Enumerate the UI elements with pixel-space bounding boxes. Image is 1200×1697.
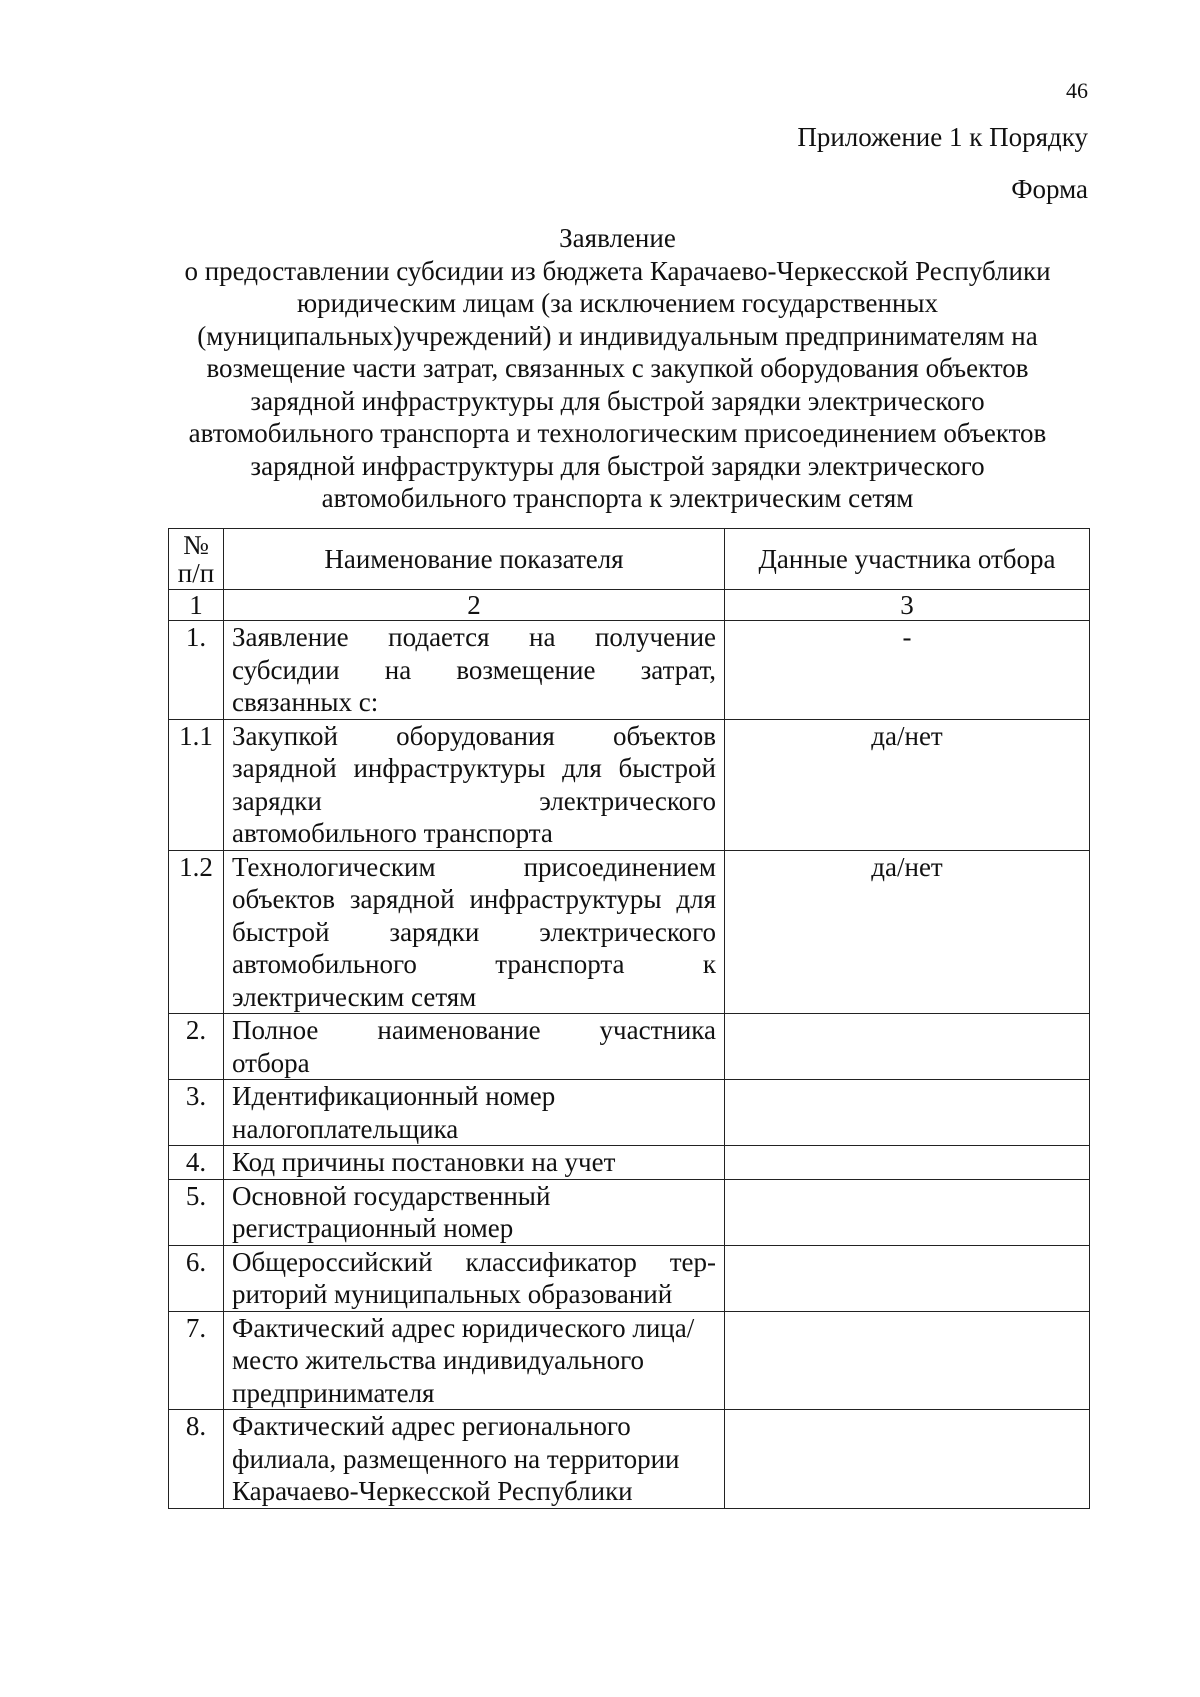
title-line: (муниципальных)учреждений) и индивидуальным предпринимателям на: [197, 320, 1038, 351]
participant-data-cell[interactable]: [725, 1014, 1090, 1080]
title-heading: Заявление: [559, 223, 676, 253]
indicator-text-line: зарядки электрического: [232, 785, 716, 816]
participant-data-cell[interactable]: да/нет: [725, 850, 1090, 1014]
indicator-text-line: электрическим сетям: [232, 981, 477, 1012]
table-row: [169, 719, 1090, 850]
title-line: возмещение части затрат, связанных с закупкой оборудования объектов: [206, 353, 1029, 383]
title-line: автомобильного транспорта к электрическим сетям: [321, 483, 914, 513]
appendix-label: Приложение 1 к Порядку: [797, 122, 1088, 152]
row-number-cell: 5.: [169, 1179, 224, 1245]
header-number-cell: [169, 529, 224, 590]
index-cell: 1: [169, 590, 224, 621]
participant-data-cell[interactable]: -: [725, 621, 1090, 720]
row-indicator-cell: [224, 850, 725, 1014]
row-number-cell: 3.: [169, 1080, 224, 1146]
row-indicator-cell: [224, 1179, 725, 1245]
row-number-cell: 6.: [169, 1245, 224, 1311]
header-number-symbol: №: [183, 530, 209, 560]
header-name-cell: Наименование показателя: [224, 529, 725, 590]
indicator-text-line: субсидии на возмещение затрат,: [232, 654, 716, 685]
indicator-text-line: автомобильного транспорта: [232, 818, 553, 848]
row-number-cell: 4.: [169, 1146, 224, 1180]
participant-data-cell[interactable]: [725, 1080, 1090, 1146]
indicator-text-line: Заявление подается на получение: [232, 622, 716, 652]
page-number: 46: [1066, 78, 1088, 103]
indicator-text-line: Фактический адрес юридического лица/место жительства индивидуального предпринимателя: [232, 1312, 695, 1408]
indicator-text-line: связанных с:: [232, 687, 379, 717]
title-line: юридическим лицам (за исключением государственных: [296, 288, 939, 318]
row-indicator-cell: [224, 1410, 725, 1509]
table-header-row: [169, 529, 1090, 590]
indicator-text-line: Идентификационный номер налогоплательщика: [232, 1081, 556, 1144]
row-indicator-cell: [224, 1080, 725, 1146]
title-line: зарядной инфраструктуры для быстрой зарядки электрического: [250, 385, 985, 416]
title-line: о предоставлении субсидии из бюджета Карачаево-Черкесской Республики: [184, 255, 1051, 286]
participant-data-cell[interactable]: [725, 1410, 1090, 1509]
indicator-text-line: Технологическим присоединением: [232, 851, 716, 882]
row-number-cell: 1.2: [169, 850, 224, 1014]
row-number-cell: 1.: [169, 621, 224, 720]
indicator-text-line: риторий муниципальных образований: [232, 1279, 673, 1309]
participant-data-cell[interactable]: да/нет: [725, 719, 1090, 850]
participant-data-cell[interactable]: [725, 1179, 1090, 1245]
row-number-cell: 8.: [169, 1410, 224, 1509]
application-form-table: [168, 528, 1090, 1509]
header-data-cell: Данные участника отбора: [725, 529, 1090, 590]
table-row: [169, 1014, 1090, 1080]
table-row: [169, 1410, 1090, 1509]
row-number-cell: 7.: [169, 1311, 224, 1410]
indicator-text-line: Основной государственный регистрационный номер: [232, 1180, 551, 1243]
participant-data-cell[interactable]: [725, 1311, 1090, 1410]
participant-data-cell[interactable]: [725, 1146, 1090, 1180]
row-indicator-cell: [224, 1311, 725, 1410]
indicator-text-line: Полное наименование участника: [232, 1015, 716, 1045]
title-line: зарядной инфраструктуры для быстрой зарядки электрического: [250, 450, 985, 481]
row-indicator-cell: [224, 1014, 725, 1080]
indicator-text-line: зарядной инфраструктуры для быстрой: [232, 753, 716, 783]
participant-data-cell[interactable]: [725, 1245, 1090, 1311]
index-cell: 2: [224, 590, 725, 621]
indicator-text-line: Код причины постановки на учет: [232, 1147, 616, 1177]
table-row: [169, 850, 1090, 1014]
table-row: [169, 1245, 1090, 1311]
table-row: [169, 621, 1090, 720]
indicator-text-line: объектов зарядной инфраструктуры для: [232, 884, 716, 914]
table-row: [169, 1179, 1090, 1245]
row-indicator-cell: [224, 1245, 725, 1311]
table-row: [169, 1311, 1090, 1410]
table-row: [169, 1146, 1090, 1180]
form-label: Форма: [1011, 174, 1088, 204]
row-indicator-cell: [224, 621, 725, 720]
indicator-text-line: Общероссийский классификатор тер-: [232, 1246, 716, 1277]
row-indicator-cell: [224, 719, 725, 850]
indicator-text-line: автомобильного транспорта к: [232, 949, 716, 979]
title-line: автомобильного транспорта и технологическим присоединением объектов: [188, 418, 1047, 448]
row-number-cell: 2.: [169, 1014, 224, 1080]
index-cell: 3: [725, 590, 1090, 621]
row-number-cell: 1.1: [169, 719, 224, 850]
document-title: [150, 222, 1085, 515]
row-indicator-cell: [224, 1146, 725, 1180]
indicator-text-line: быстрой зарядки электрического: [232, 916, 716, 947]
indicator-text-line: Закупкой оборудования объектов: [232, 720, 716, 751]
header-number-abbr: п/п: [177, 558, 215, 588]
table-index-row: [169, 590, 1090, 621]
table-row: [169, 1080, 1090, 1146]
indicator-text-line: отбора: [232, 1047, 310, 1078]
indicator-text-line: Фактический адрес регионального филиала, размещенного на территории Карачаево-Черкесской Республики: [232, 1411, 680, 1506]
